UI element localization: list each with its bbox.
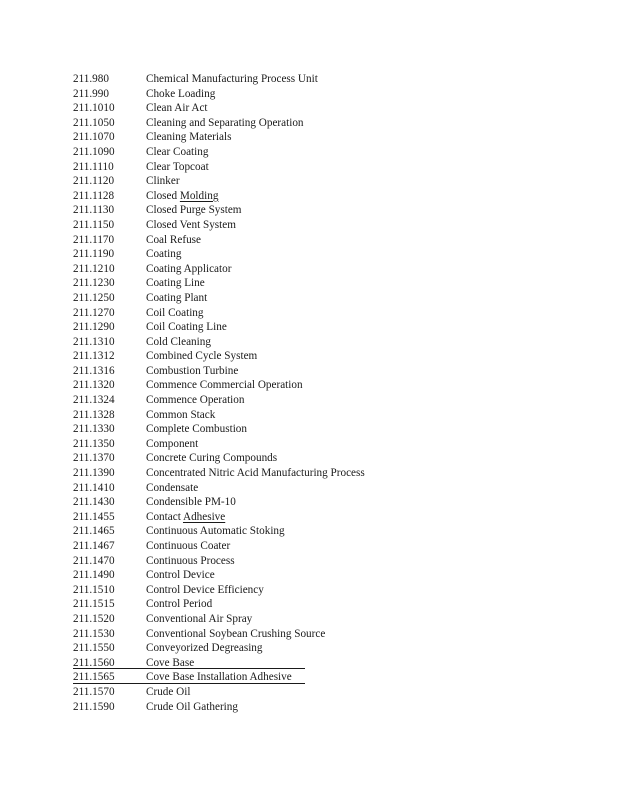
index-entry (73, 116, 573, 131)
section-number: 211.1470 (73, 554, 115, 567)
section-number: 211.1560 (73, 656, 115, 669)
section-number: 211.1110 (73, 160, 114, 173)
section-number: 211.1550 (73, 642, 115, 655)
section-number: 211.1170 (73, 233, 115, 246)
index-entry (73, 218, 573, 233)
section-number: 211.1370 (73, 452, 115, 465)
section-number: 211.1465 (73, 525, 115, 538)
row-underline (73, 683, 305, 684)
defined-term: Coating (146, 248, 182, 261)
defined-term: Continuous Automatic Stoking (146, 525, 285, 538)
section-number: 211.1190 (73, 248, 115, 261)
defined-term: Continuous Process (146, 554, 235, 567)
index-entry (73, 700, 573, 715)
section-number: 211.1050 (73, 116, 115, 129)
defined-term: Cove Base (146, 656, 195, 669)
defined-term: Clinker (146, 175, 180, 188)
section-number: 211.980 (73, 73, 109, 85)
section-number: 211.1090 (73, 145, 115, 158)
defined-term-underlined: Molding (179, 189, 219, 202)
section-number: 211.990 (73, 87, 109, 100)
defined-term (146, 510, 225, 525)
index-entry (73, 291, 573, 306)
defined-term: Commence Commercial Operation (146, 379, 303, 392)
defined-term: Cold Cleaning (146, 335, 211, 348)
index-entry (73, 335, 573, 350)
index-entry (73, 510, 573, 525)
index-entry (73, 87, 573, 102)
defined-term: Concentrated Nitric Acid Manufacturing Process (146, 467, 365, 480)
section-number: 211.1070 (73, 131, 115, 144)
index-entry (73, 101, 573, 116)
defined-term-prefix: Closed (146, 189, 180, 202)
index-entry (73, 685, 573, 700)
index-entry (73, 568, 573, 583)
section-number: 211.1350 (73, 437, 115, 450)
index-entry (73, 627, 573, 642)
section-number: 211.1510 (73, 583, 115, 596)
index-entry (73, 597, 573, 612)
defined-term-underlined: Adhesive (182, 510, 226, 523)
defined-term: Closed Vent System (146, 218, 236, 231)
section-number: 211.1570 (73, 685, 115, 698)
index-entry (73, 539, 573, 554)
defined-term: Coil Coating Line (146, 321, 227, 334)
section-number: 211.1328 (73, 408, 115, 421)
defined-term: Combustion Turbine (146, 364, 239, 377)
index-entry (73, 276, 573, 291)
defined-term: Chemical Manufacturing Process Unit (146, 73, 318, 85)
defined-term: Control Device Efficiency (146, 583, 264, 596)
section-number: 211.1410 (73, 481, 115, 494)
section-number: 211.1565 (73, 671, 115, 684)
section-number: 211.1590 (73, 700, 115, 713)
index-entry (73, 524, 573, 539)
section-number: 211.1330 (73, 423, 115, 436)
index-entry (73, 306, 573, 321)
section-number: 211.1230 (73, 277, 115, 290)
defined-term: Coating Applicator (146, 262, 232, 275)
row-underline (73, 668, 305, 669)
defined-term: Control Period (146, 598, 213, 611)
section-number: 211.1290 (73, 321, 115, 334)
section-number: 211.1250 (73, 291, 115, 304)
defined-term: Clear Coating (146, 145, 209, 158)
index-entry (73, 203, 573, 218)
definitions-index-list (73, 72, 573, 714)
section-number: 211.1390 (73, 467, 115, 480)
index-entry (73, 451, 573, 466)
index-entry (73, 656, 573, 671)
section-number: 211.1010 (73, 102, 115, 115)
section-number: 211.1310 (73, 335, 115, 348)
defined-term: Coating Line (146, 277, 205, 290)
section-number: 211.1270 (73, 306, 115, 319)
section-number: 211.1467 (73, 540, 115, 552)
defined-term: Clean Air Act (146, 102, 208, 115)
defined-term: Crude Oil Gathering (146, 700, 238, 713)
defined-term: Conventional Soybean Crushing Source (146, 627, 326, 640)
defined-term: Conveyorized Degreasing (146, 642, 263, 655)
section-number: 211.1430 (73, 496, 115, 509)
section-number: 211.1120 (73, 175, 115, 188)
index-entry (73, 408, 573, 423)
index-entry (73, 320, 573, 335)
section-number: 211.1324 (73, 394, 115, 407)
section-number: 211.1312 (73, 350, 115, 363)
index-entry (73, 349, 573, 364)
section-number: 211.1130 (73, 204, 115, 217)
defined-term: Coil Coating (146, 306, 204, 319)
index-entry (73, 130, 573, 145)
index-entry (73, 583, 573, 598)
index-entry (73, 233, 573, 248)
index-entry (73, 262, 573, 277)
defined-term: Conventional Air Spray (146, 612, 253, 625)
defined-term: Commence Operation (146, 394, 245, 407)
defined-term: Concrete Curing Compounds (146, 452, 278, 465)
index-entry (73, 378, 573, 393)
defined-term (146, 189, 218, 204)
defined-term-prefix: Contact (146, 510, 183, 523)
defined-term: Coating Plant (146, 291, 208, 304)
index-entry (73, 612, 573, 627)
index-entry (73, 145, 573, 160)
index-entry (73, 437, 573, 452)
section-number: 211.1320 (73, 379, 115, 392)
index-entry (73, 364, 573, 379)
defined-term: Combined Cycle System (146, 350, 258, 363)
index-entry (73, 72, 573, 87)
index-entry (73, 495, 573, 510)
defined-term: Coal Refuse (146, 233, 201, 246)
defined-term: Continuous Coater (146, 540, 231, 552)
defined-term: Condensate (146, 481, 199, 494)
section-number: 211.1520 (73, 612, 115, 625)
section-number: 211.1150 (73, 218, 115, 231)
defined-term: Component (146, 437, 199, 450)
section-number: 211.1210 (73, 262, 115, 275)
section-number: 211.1490 (73, 569, 115, 582)
index-entry (73, 481, 573, 496)
index-entry (73, 174, 573, 189)
section-number: 211.1455 (73, 510, 115, 523)
section-number: 211.1316 (73, 364, 115, 377)
index-entry (73, 247, 573, 262)
defined-term: Complete Combustion (146, 423, 247, 436)
section-number: 211.1530 (73, 627, 115, 640)
defined-term: Choke Loading (146, 87, 216, 100)
index-entry (73, 641, 573, 656)
index-entry (73, 189, 573, 204)
defined-term: Cove Base Installation Adhesive (146, 671, 292, 684)
defined-term: Cleaning and Separating Operation (146, 116, 304, 129)
defined-term: Cleaning Materials (146, 131, 232, 144)
index-entry (73, 422, 573, 437)
defined-term: Control Device (146, 569, 215, 582)
index-entry (73, 554, 573, 569)
defined-term: Crude Oil (146, 685, 191, 698)
defined-term: Common Stack (146, 408, 216, 421)
index-entry (73, 160, 573, 175)
index-entry (73, 393, 573, 408)
defined-term: Clear Topcoat (146, 160, 209, 173)
defined-term: Closed Purge System (146, 204, 242, 217)
index-entry (73, 670, 573, 685)
defined-term: Condensible PM-10 (146, 496, 236, 509)
index-entry (73, 466, 573, 481)
section-number: 211.1128 (73, 189, 115, 202)
section-number: 211.1515 (73, 598, 115, 611)
